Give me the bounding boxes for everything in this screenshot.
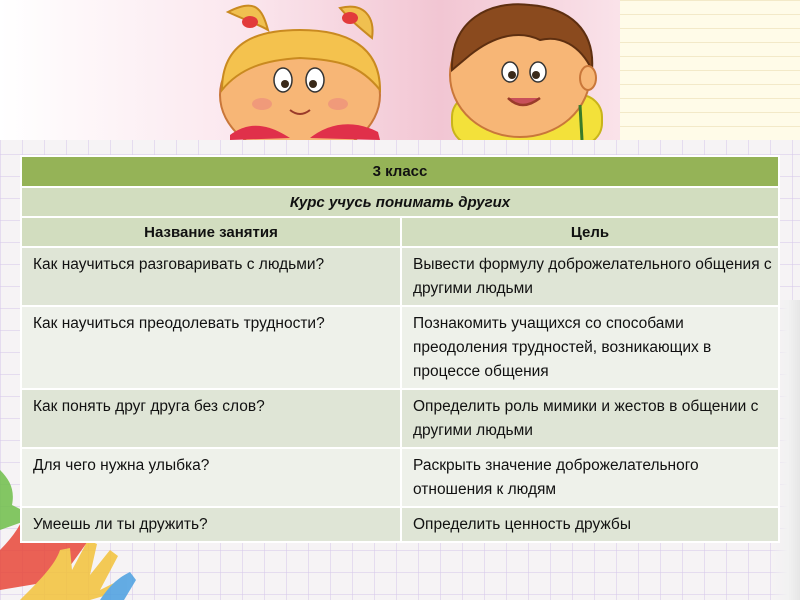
lesson-table-container — [20, 155, 780, 543]
children-illustration — [0, 0, 800, 140]
cartoon-girl-icon — [220, 6, 380, 140]
column-header-goal: Цель — [401, 217, 779, 247]
grade-row — [21, 156, 779, 187]
lesson-name: Как понять друг друга без слов? — [33, 398, 265, 415]
lesson-name: Как научиться разговаривать с людьми? — [33, 256, 325, 273]
header-row — [21, 217, 779, 247]
table-row — [21, 448, 779, 507]
lesson-plan-table — [20, 155, 780, 543]
table-row — [21, 306, 779, 389]
lesson-goal: Познакомить учащихся со способами преодоления трудностей, возникающих в процессе общения — [413, 315, 712, 380]
grade-title: 3 класс — [21, 156, 779, 187]
course-row — [21, 187, 779, 217]
lesson-name: Умеешь ли ты дружить? — [33, 516, 208, 533]
lesson-goal: Определить ценность дружбы — [413, 516, 631, 533]
lesson-goal: Раскрыть значение доброжелательного отношения к людям — [413, 457, 699, 498]
course-title: Курс учусь понимать других — [21, 187, 779, 217]
column-header-lesson: Название занятия — [21, 217, 401, 247]
table-row — [21, 389, 779, 448]
lesson-name: Как научиться преодолевать трудности? — [33, 315, 325, 332]
table-row — [21, 507, 779, 542]
top-illustration — [0, 0, 800, 140]
lesson-name: Для чего нужна улыбка? — [33, 457, 210, 474]
table-row — [21, 247, 779, 306]
lesson-goal: Определить роль мимики и жестов в общении с другими людьми — [413, 398, 759, 439]
cartoon-boy-icon — [450, 4, 602, 140]
lesson-goal: Вывести формулу доброжелательного общения с другими людьми — [413, 256, 772, 297]
